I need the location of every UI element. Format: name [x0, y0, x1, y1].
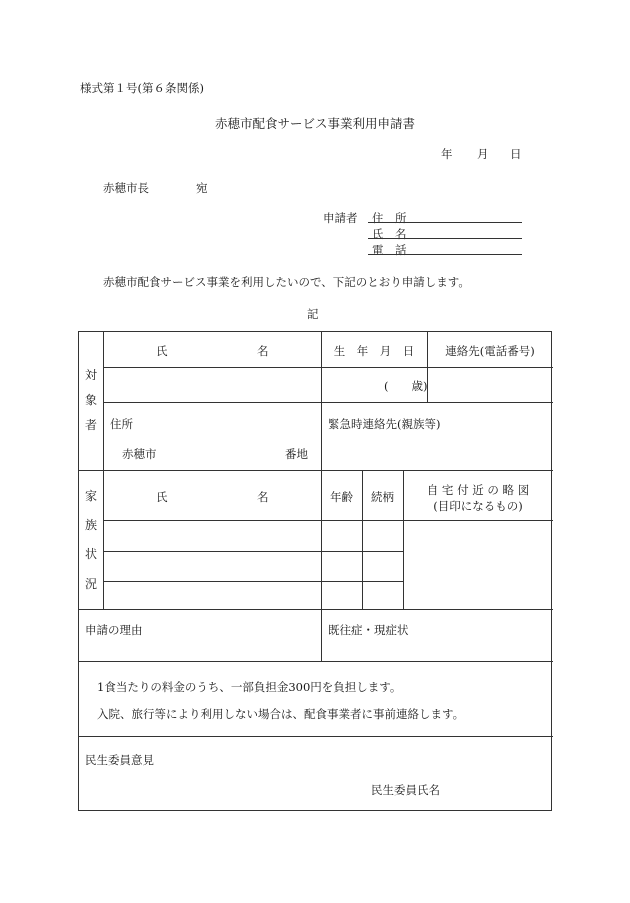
page-title: 赤穂市配食サービス事業利用申請書 — [214, 116, 415, 131]
family-side-char: 家 — [84, 489, 97, 503]
family-age-label: 年齢 — [330, 490, 353, 504]
intro-text: 赤穂市配食サービス事業を利用したいので、下記のとおり申請します。 — [103, 275, 470, 289]
row-line — [103, 551, 403, 552]
family-name-label-1: 氏 — [156, 490, 168, 504]
subject-name-field[interactable] — [103, 368, 321, 402]
notice-fee: 1食当たりの料金のうち、一部負担金300円を負担します。 — [97, 680, 402, 694]
commissioner-opinion-label: 民生委員意見 — [85, 753, 154, 767]
applicant-name-line[interactable] — [368, 238, 522, 239]
reason-label: 申請の理由 — [85, 623, 143, 637]
date-month-label: 月 — [477, 147, 489, 161]
date-year-label: 年 — [441, 147, 453, 161]
home-map-field[interactable] — [404, 521, 552, 609]
row-line — [79, 736, 553, 737]
row-line — [79, 470, 553, 471]
row-line — [79, 661, 553, 662]
subject-contact-label: 連絡先(電話番号) — [445, 344, 535, 358]
family-relation-label: 続柄 — [371, 490, 394, 504]
family-side-char: 状 — [84, 547, 97, 561]
subject-side-char: 者 — [84, 418, 97, 432]
commissioner-name-label: 民生委員氏名 — [371, 783, 440, 797]
ki-label: 記 — [307, 307, 319, 321]
col-line — [321, 609, 322, 661]
row-line — [103, 581, 403, 582]
subject-age-paren: ( 歳) — [384, 379, 428, 393]
family-side-char: 況 — [84, 577, 97, 591]
subject-side-char: 象 — [84, 393, 97, 407]
subject-name-label-1: 氏 — [156, 344, 168, 358]
home-map-sublabel: (目印になるもの) — [433, 499, 523, 513]
notice-absence: 入院、旅行等により利用しない場合は、配食事業者に事前連絡します。 — [97, 707, 465, 721]
home-map-label: 自 宅 付 近 の 略 図 — [426, 483, 530, 497]
subject-name-label-2: 名 — [257, 344, 269, 358]
applicant-address-label: 住 所 — [372, 211, 407, 225]
form-number: 様式第１号(第６条関係) — [80, 81, 204, 95]
row-line — [103, 402, 553, 403]
application-form-table — [78, 331, 552, 811]
applicant-phone-label: 電 話 — [372, 243, 407, 257]
family-name-label-2: 名 — [257, 490, 269, 504]
applicant-name-label: 氏 名 — [372, 227, 407, 241]
subject-side-char: 対 — [84, 368, 97, 382]
applicant-label: 申請者 — [323, 211, 358, 225]
date-day-label: 日 — [510, 147, 522, 161]
row-line — [79, 609, 553, 610]
emergency-contact-label: 緊急時連絡先(親族等) — [328, 417, 441, 431]
applicant-address-line[interactable] — [368, 222, 522, 223]
subject-dob-label: 生 年 月 日 — [333, 344, 415, 358]
subject-address-label: 住所 — [110, 417, 133, 431]
subject-city-label: 赤穂市 — [122, 447, 157, 461]
medical-history-label: 既往症・現症状 — [328, 623, 409, 637]
applicant-phone-line[interactable] — [368, 254, 522, 255]
subject-contact-field[interactable] — [427, 368, 553, 402]
subject-banchi-label: 番地 — [285, 447, 308, 461]
family-side-char: 族 — [84, 518, 97, 532]
addressee-mayor: 赤穂市長 — [103, 181, 149, 195]
addressee-honorific: 宛 — [196, 181, 208, 195]
